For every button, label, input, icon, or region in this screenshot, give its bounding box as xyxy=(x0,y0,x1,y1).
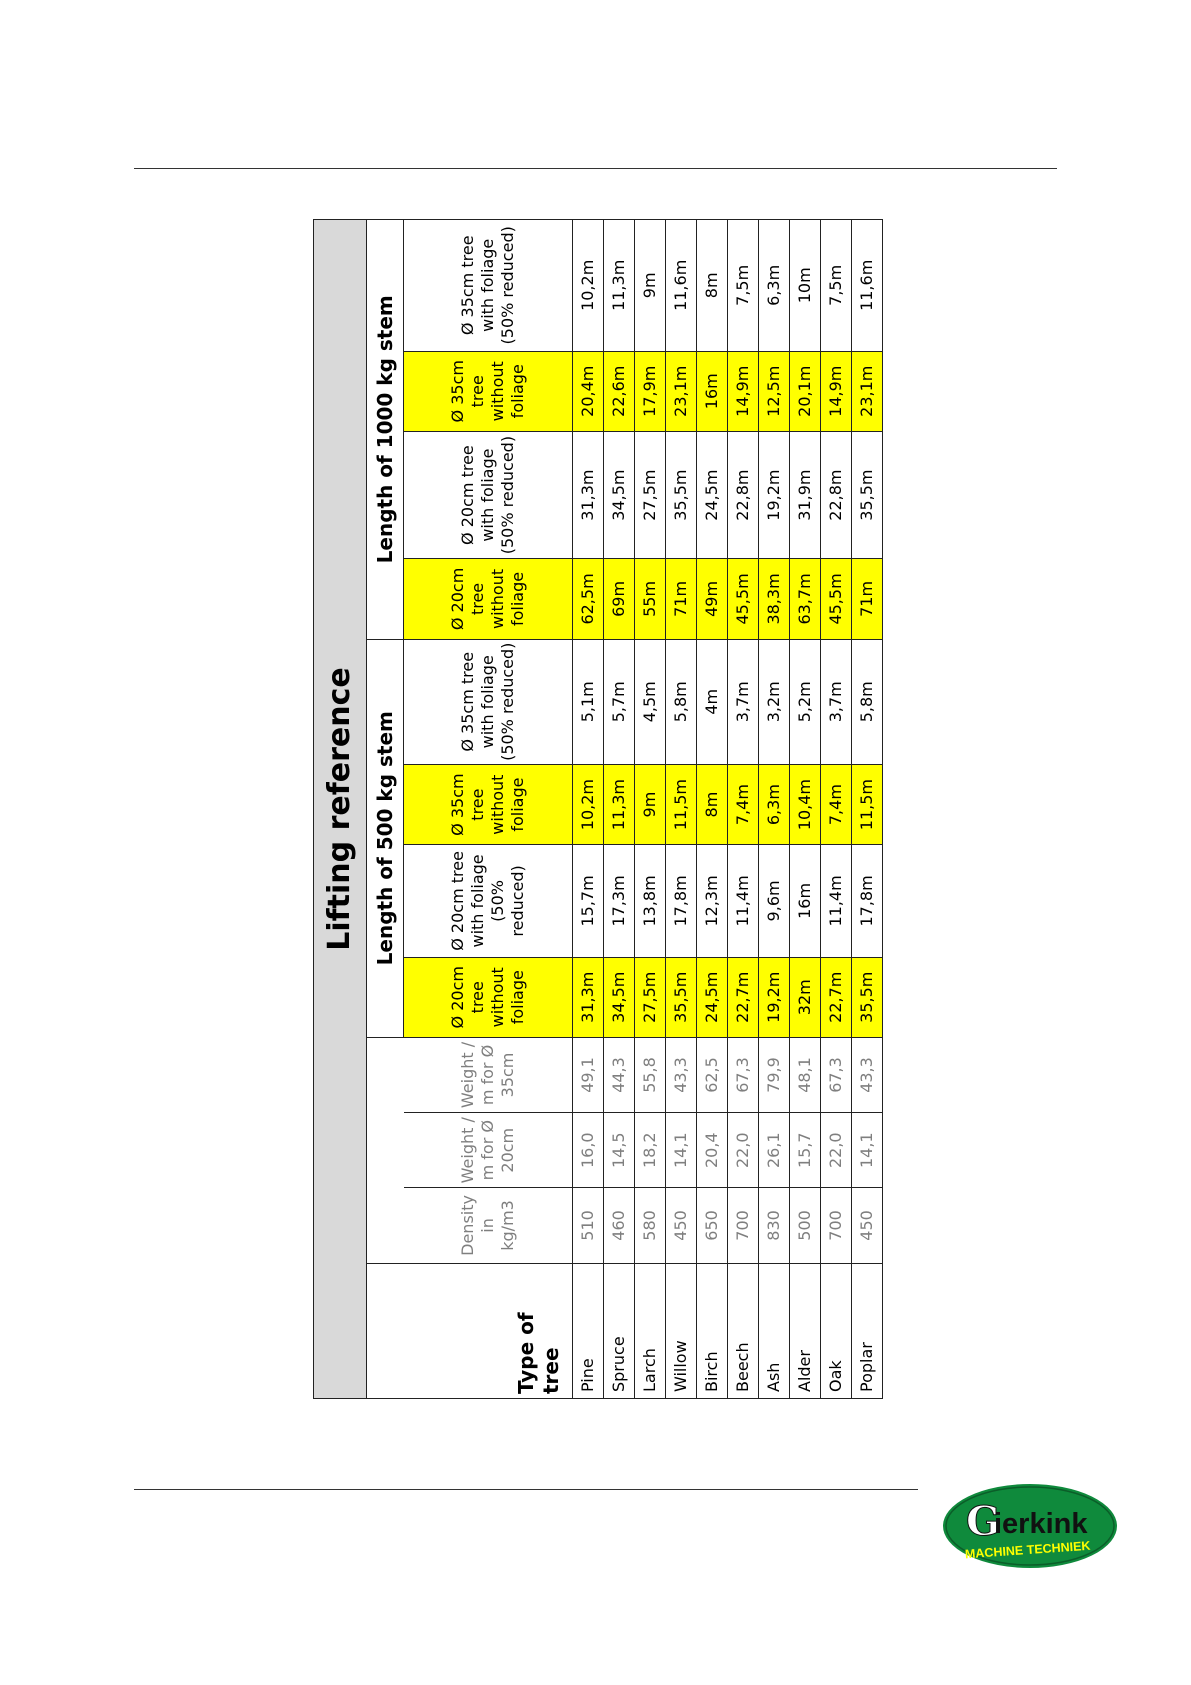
t35-nofoliage-1000-value: 23,1m xyxy=(666,351,697,431)
table-row xyxy=(790,220,821,1399)
t20-foliage-1000-value: 35,5m xyxy=(852,431,883,558)
t20-foliage-500-value: 11,4m xyxy=(821,845,852,957)
weight35-header: Weight / m for Ø 35cm xyxy=(404,1037,573,1112)
density-value: 580 xyxy=(635,1188,666,1263)
weight20-value: 16,0 xyxy=(573,1113,604,1188)
t20-foliage-1000-value: 27,5m xyxy=(635,431,666,558)
t35-nofoliage-500-value: 11,5m xyxy=(852,764,883,844)
t20-foliage-1000-value: 24,5m xyxy=(697,431,728,558)
t35-nofoliage-500-value: 10,4m xyxy=(790,764,821,844)
t35-foliage-1000-value: 10m xyxy=(790,220,821,352)
t35-foliage-500-value: 4m xyxy=(697,639,728,764)
t20-foliage-1000-header: Ø 20cm tree with foliage (50% reduced) xyxy=(404,431,573,558)
t20-nofoliage-1000-value: 45,5m xyxy=(821,559,852,639)
t35-nofoliage-500-value: 10,2m xyxy=(573,764,604,844)
weight35-value: 55,8 xyxy=(635,1037,666,1112)
t20-foliage-500-value: 13,8m xyxy=(635,845,666,957)
t35-nofoliage-500-value: 7,4m xyxy=(728,764,759,844)
t20-foliage-500-value: 17,8m xyxy=(852,845,883,957)
footer-rule xyxy=(134,1489,918,1490)
density-value: 450 xyxy=(666,1188,697,1263)
t35-nofoliage-1000-header: Ø 35cm tree without foliage xyxy=(404,351,573,431)
gierkink-logo xyxy=(940,1480,1120,1572)
t20-foliage-1000-value: 22,8m xyxy=(728,431,759,558)
weight35-value: 43,3 xyxy=(666,1037,697,1112)
t35-foliage-1000-value: 11,3m xyxy=(604,220,635,352)
t35-nofoliage-1000-value: 23,1m xyxy=(852,351,883,431)
density-value: 510 xyxy=(573,1188,604,1263)
table-row xyxy=(728,220,759,1399)
t35-foliage-1000-value: 8m xyxy=(697,220,728,352)
t35-foliage-1000-value: 9m xyxy=(635,220,666,352)
t35-foliage-500-value: 3,7m xyxy=(821,639,852,764)
density-value: 700 xyxy=(728,1188,759,1263)
t35-foliage-500-value: 5,8m xyxy=(852,639,883,764)
t35-foliage-500-value: 5,8m xyxy=(666,639,697,764)
rotated-table-wrapper xyxy=(313,219,883,1399)
lifting-reference-table xyxy=(313,219,883,1399)
t20-foliage-1000-value: 34,5m xyxy=(604,431,635,558)
table-row xyxy=(759,220,790,1399)
t20-nofoliage-500-value: 27,5m xyxy=(635,957,666,1037)
table-row xyxy=(573,220,604,1399)
tree-name: Spruce xyxy=(604,1263,635,1398)
t35-nofoliage-500-value: 11,5m xyxy=(666,764,697,844)
t35-foliage-500-value: 5,7m xyxy=(604,639,635,764)
t35-foliage-500-value: 3,2m xyxy=(759,639,790,764)
t35-foliage-500-value: 5,1m xyxy=(573,639,604,764)
t35-foliage-500-value: 3,7m xyxy=(728,639,759,764)
t20-foliage-500-value: 12,3m xyxy=(697,845,728,957)
tree-name: Willow xyxy=(666,1263,697,1398)
t35-foliage-1000-value: 7,5m xyxy=(728,220,759,352)
t20-foliage-500-value: 11,4m xyxy=(728,845,759,957)
t20-nofoliage-500-value: 22,7m xyxy=(821,957,852,1037)
t35-foliage-1000-value: 6,3m xyxy=(759,220,790,352)
density-value: 650 xyxy=(697,1188,728,1263)
logo-brand-text: ierkink xyxy=(994,1508,1088,1540)
weight20-value: 22,0 xyxy=(821,1113,852,1188)
table-row xyxy=(697,220,728,1399)
table-row xyxy=(635,220,666,1399)
t20-nofoliage-1000-value: 63,7m xyxy=(790,559,821,639)
tree-name: Oak xyxy=(821,1263,852,1398)
weight20-value: 20,4 xyxy=(697,1113,728,1188)
density-value: 830 xyxy=(759,1188,790,1263)
t35-foliage-500-value: 4,5m xyxy=(635,639,666,764)
weight20-value: 14,1 xyxy=(666,1113,697,1188)
t20-foliage-500-value: 16m xyxy=(790,845,821,957)
t20-nofoliage-500-header: Ø 20cm tree without foliage xyxy=(404,957,573,1037)
table-title: Lifting reference xyxy=(314,220,367,1399)
t20-nofoliage-500-value: 34,5m xyxy=(604,957,635,1037)
tree-name: Pine xyxy=(573,1263,604,1398)
weight35-value: 67,3 xyxy=(821,1037,852,1112)
t20-foliage-500-value: 17,8m xyxy=(666,845,697,957)
density-value: 460 xyxy=(604,1188,635,1263)
weight20-value: 26,1 xyxy=(759,1113,790,1188)
weight35-value: 67,3 xyxy=(728,1037,759,1112)
t35-nofoliage-500-header: Ø 35cm tree without foliage xyxy=(404,764,573,844)
header-rule xyxy=(134,168,1057,169)
logo-letter-g: G xyxy=(966,1498,1001,1545)
t20-nofoliage-1000-value: 69m xyxy=(604,559,635,639)
weight20-value: 22,0 xyxy=(728,1113,759,1188)
weight35-value: 48,1 xyxy=(790,1037,821,1112)
t35-nofoliage-500-value: 6,3m xyxy=(759,764,790,844)
t20-foliage-1000-value: 35,5m xyxy=(666,431,697,558)
t20-nofoliage-1000-value: 45,5m xyxy=(728,559,759,639)
t20-nofoliage-500-value: 35,5m xyxy=(852,957,883,1037)
tree-name: Alder xyxy=(790,1263,821,1398)
density-value: 450 xyxy=(852,1188,883,1263)
t20-foliage-1000-value: 22,8m xyxy=(821,431,852,558)
t35-nofoliage-500-value: 9m xyxy=(635,764,666,844)
weight35-value: 79,9 xyxy=(759,1037,790,1112)
tree-name: Ash xyxy=(759,1263,790,1398)
t35-foliage-1000-value: 10,2m xyxy=(573,220,604,352)
t35-nofoliage-1000-value: 14,9m xyxy=(728,351,759,431)
t35-nofoliage-500-value: 11,3m xyxy=(604,764,635,844)
t20-foliage-500-value: 17,3m xyxy=(604,845,635,957)
weight20-header: Weight / m for Ø 20cm xyxy=(404,1113,573,1188)
t20-foliage-1000-value: 19,2m xyxy=(759,431,790,558)
group-1000kg-header: Length of 1000 kg stem xyxy=(367,220,404,640)
t20-nofoliage-1000-value: 55m xyxy=(635,559,666,639)
t35-foliage-1000-value: 11,6m xyxy=(666,220,697,352)
t20-nofoliage-1000-value: 38,3m xyxy=(759,559,790,639)
t20-nofoliage-500-value: 35,5m xyxy=(666,957,697,1037)
logo-subtitle-text: MACHINE TECHNIEK xyxy=(964,1538,1091,1562)
weight35-value: 62,5 xyxy=(697,1037,728,1112)
t35-nofoliage-500-value: 7,4m xyxy=(821,764,852,844)
weight20-value: 15,7 xyxy=(790,1113,821,1188)
tree-name: Birch xyxy=(697,1263,728,1398)
t20-nofoliage-1000-value: 49m xyxy=(697,559,728,639)
t20-foliage-500-value: 15,7m xyxy=(573,845,604,957)
t20-nofoliage-500-value: 24,5m xyxy=(697,957,728,1037)
blank-group-cell xyxy=(367,1037,404,1263)
t20-nofoliage-500-value: 19,2m xyxy=(759,957,790,1037)
t35-nofoliage-500-value: 8m xyxy=(697,764,728,844)
weight35-value: 49,1 xyxy=(573,1037,604,1112)
t20-foliage-1000-value: 31,3m xyxy=(573,431,604,558)
t20-nofoliage-1000-value: 62,5m xyxy=(573,559,604,639)
weight35-value: 43,3 xyxy=(852,1037,883,1112)
t20-nofoliage-500-value: 32m xyxy=(790,957,821,1037)
tree-name: Beech xyxy=(728,1263,759,1398)
weight20-value: 14,5 xyxy=(604,1113,635,1188)
t20-nofoliage-1000-value: 71m xyxy=(666,559,697,639)
t35-nofoliage-1000-value: 14,9m xyxy=(821,351,852,431)
t20-foliage-500-header: Ø 20cm tree with foliage (50% reduced) xyxy=(404,845,573,957)
density-header: Density in kg/m3 xyxy=(404,1188,573,1263)
t35-foliage-500-value: 5,2m xyxy=(790,639,821,764)
table-row xyxy=(821,220,852,1399)
t20-nofoliage-1000-value: 71m xyxy=(852,559,883,639)
density-value: 500 xyxy=(790,1188,821,1263)
t20-nofoliage-500-value: 31,3m xyxy=(573,957,604,1037)
tree-name: Larch xyxy=(635,1263,666,1398)
t20-nofoliage-500-value: 22,7m xyxy=(728,957,759,1037)
t35-foliage-1000-value: 7,5m xyxy=(821,220,852,352)
table-row xyxy=(604,220,635,1399)
type-of-tree-header: Type of tree xyxy=(367,1263,573,1398)
t35-nofoliage-1000-value: 17,9m xyxy=(635,351,666,431)
t20-foliage-1000-value: 31,9m xyxy=(790,431,821,558)
density-value: 700 xyxy=(821,1188,852,1263)
rotated-table-content xyxy=(313,219,883,1399)
table-row xyxy=(852,220,883,1399)
weight20-value: 14,1 xyxy=(852,1113,883,1188)
t20-nofoliage-1000-header: Ø 20cm tree without foliage xyxy=(404,559,573,639)
table-row xyxy=(666,220,697,1399)
t20-foliage-500-value: 9,6m xyxy=(759,845,790,957)
t35-nofoliage-1000-value: 20,4m xyxy=(573,351,604,431)
t35-nofoliage-1000-value: 22,6m xyxy=(604,351,635,431)
tree-name: Poplar xyxy=(852,1263,883,1398)
t35-nofoliage-1000-value: 20,1m xyxy=(790,351,821,431)
t35-foliage-500-header: Ø 35cm tree with foliage (50% reduced) xyxy=(404,639,573,764)
gierkink-logo-icon xyxy=(940,1480,1120,1572)
t35-foliage-1000-value: 11,6m xyxy=(852,220,883,352)
weight35-value: 44,3 xyxy=(604,1037,635,1112)
t35-nofoliage-1000-value: 16m xyxy=(697,351,728,431)
weight20-value: 18,2 xyxy=(635,1113,666,1188)
t35-foliage-1000-header: Ø 35cm tree with foliage (50% reduced) xyxy=(404,220,573,352)
group-500kg-header: Length of 500 kg stem xyxy=(367,639,404,1037)
t35-nofoliage-1000-value: 12,5m xyxy=(759,351,790,431)
